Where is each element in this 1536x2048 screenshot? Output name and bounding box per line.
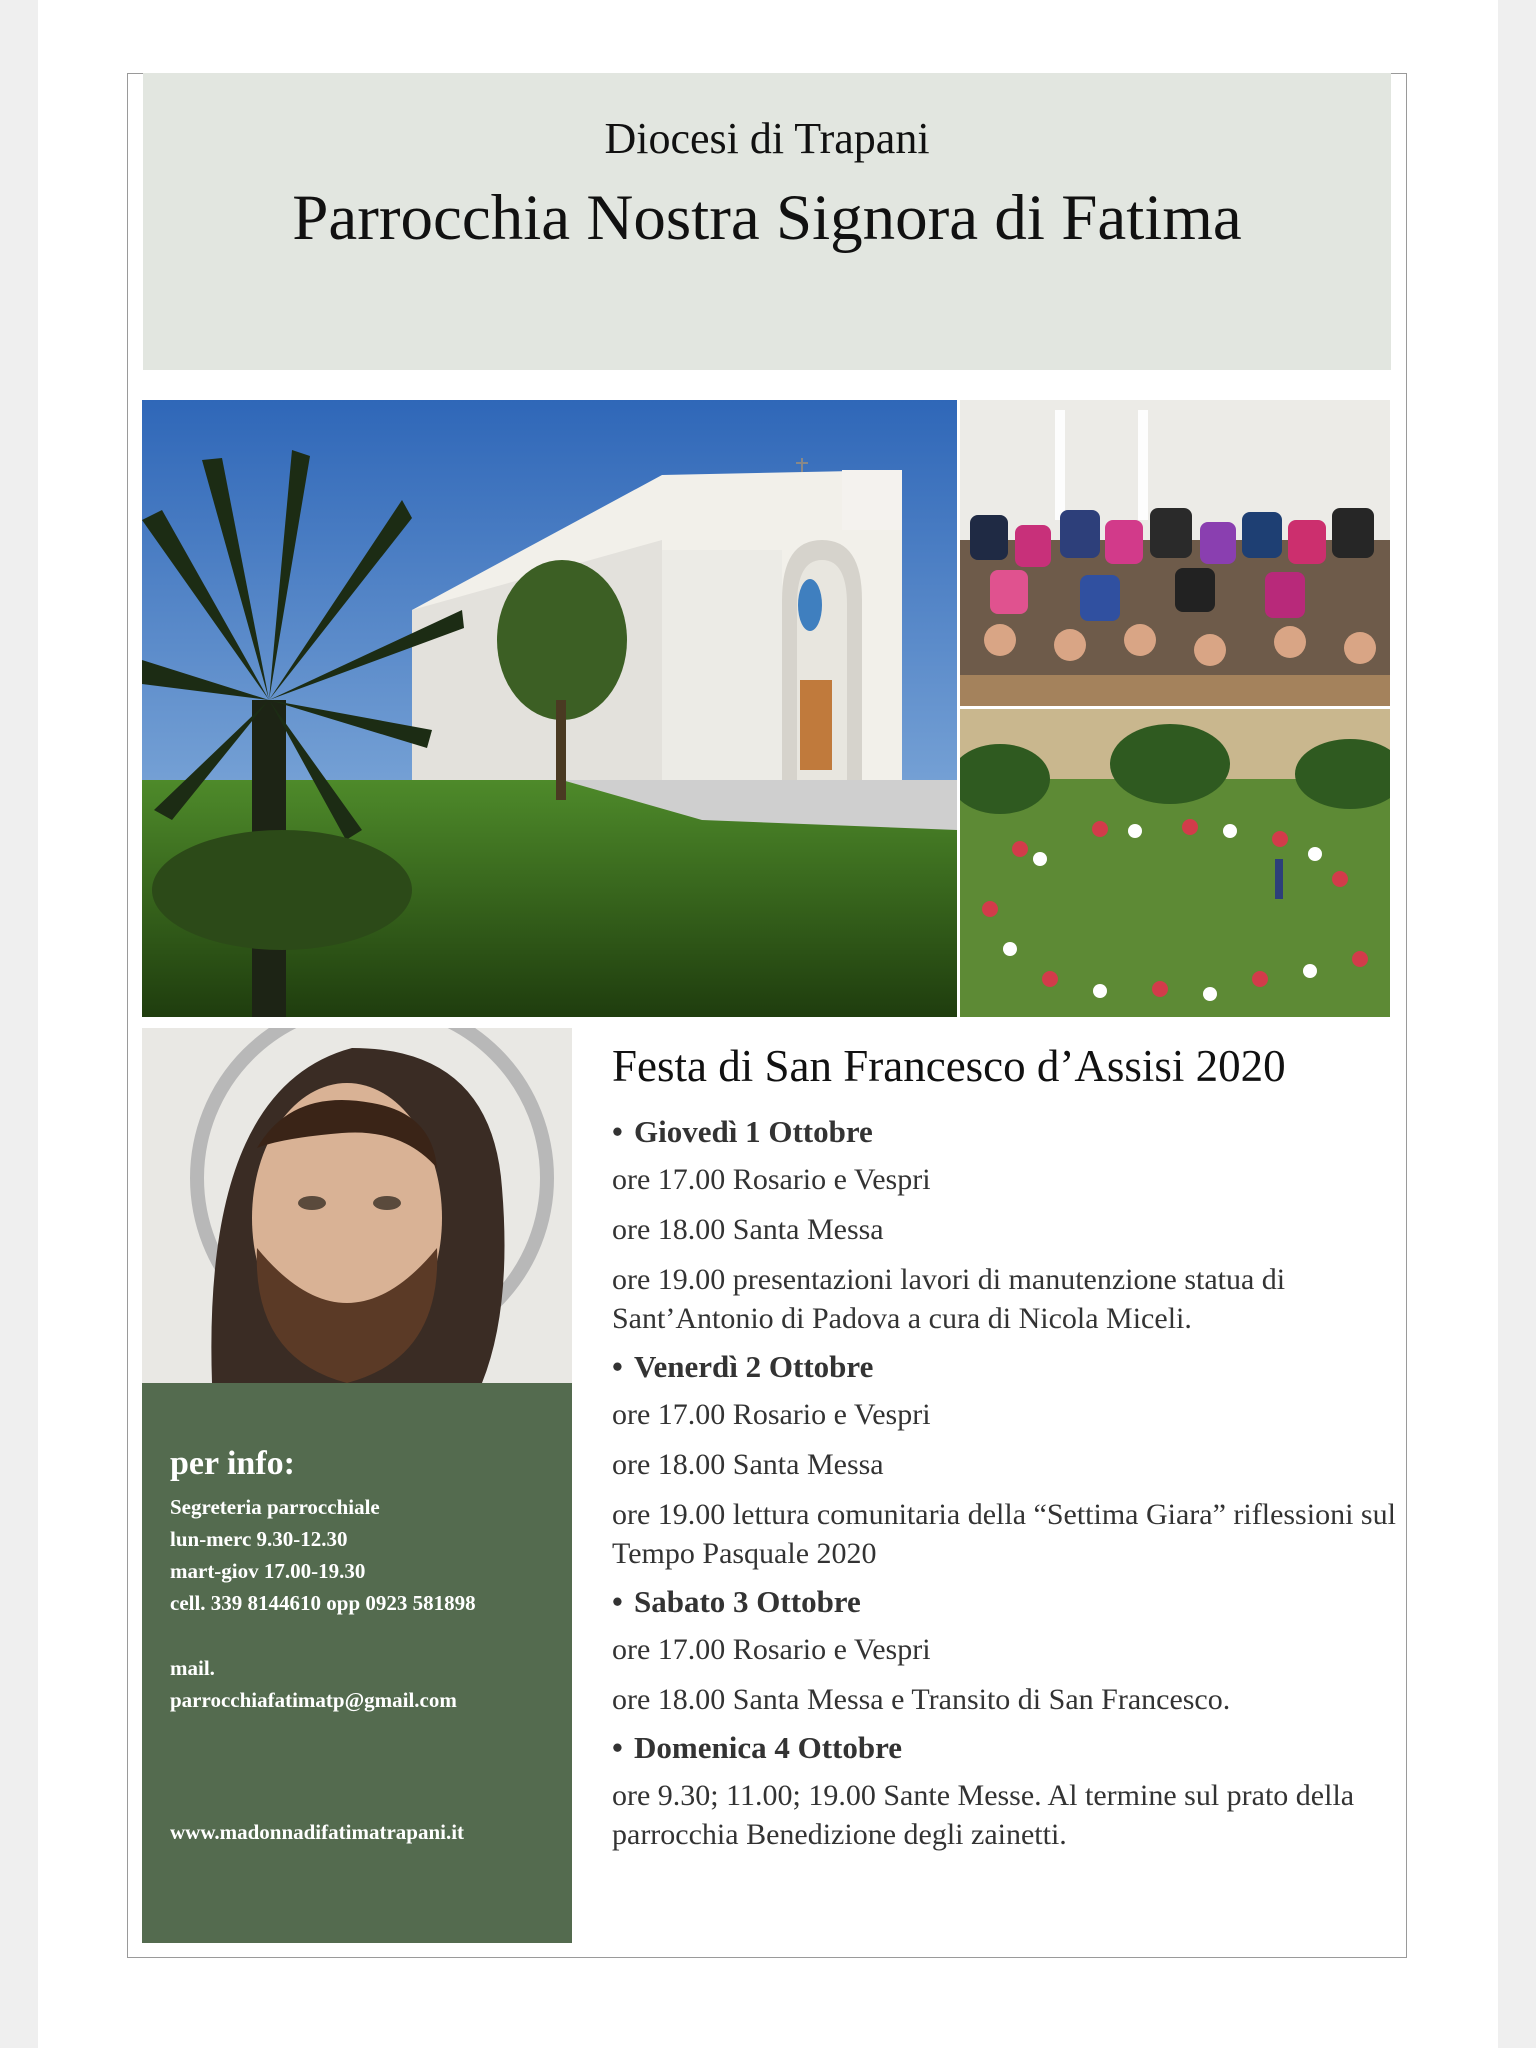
- bullet: •: [612, 1349, 623, 1384]
- event-item: ore 17.00 Rosario e Vespri: [612, 1633, 931, 1666]
- day-label: Giovedì 1 Ottobre: [634, 1114, 873, 1149]
- event-item: ore 17.00 Rosario e Vespri: [612, 1163, 931, 1196]
- day-heading: [612, 1584, 1402, 1620]
- day-label: Domenica 4 Ottobre: [634, 1730, 903, 1765]
- info-website[interactable]: www.madonnadifatimatrapani.it: [170, 1820, 465, 1844]
- event-item: ore 19.00 presentazioni lavori di manutenzione statua di Sant’Antonio di Padova a cura di Nicola Miceli.: [612, 1263, 1286, 1335]
- church-photo: [142, 400, 957, 1017]
- program-title: Festa di San Francesco d’Assisi 2020: [612, 1041, 1286, 1091]
- bullet: •: [612, 1584, 623, 1619]
- info-mail-label: mail.: [170, 1656, 215, 1680]
- event-item: ore 18.00 Santa Messa e Transito di San Francesco.: [612, 1683, 1231, 1716]
- info-office: Segreteria parrocchiale: [170, 1495, 380, 1519]
- bullet: •: [612, 1730, 623, 1765]
- day-heading: [612, 1349, 1402, 1385]
- info-email[interactable]: parrocchiafatimatp@gmail.com: [170, 1688, 457, 1712]
- info-hours-2: mart-giov 17.00-19.30: [170, 1559, 366, 1583]
- flyer-header: [143, 73, 1391, 370]
- event-item: ore 19.00 lettura comunitaria della “Settima Giara” riflessioni sul Tempo Pasquale 2020: [612, 1498, 1396, 1570]
- parish-title: Parrocchia Nostra Signora di Fatima: [292, 182, 1242, 254]
- day-heading: [612, 1730, 1402, 1766]
- san-francesco-statue-photo: [142, 1028, 572, 1383]
- event-item: ore 18.00 Santa Messa: [612, 1213, 884, 1246]
- diocese-title: Diocesi di Trapani: [604, 114, 930, 163]
- info-box: [142, 1383, 572, 1943]
- info-phone: cell. 339 8144610 opp 0923 581898: [170, 1591, 476, 1615]
- info-hours-1: lun-merc 9.30-12.30: [170, 1527, 348, 1551]
- children-garden-photo: [960, 709, 1390, 1017]
- event-program: [612, 1040, 1402, 1865]
- event-item: ore 17.00 Rosario e Vespri: [612, 1398, 931, 1431]
- info-title: per info:: [170, 1445, 295, 1482]
- bullet: •: [612, 1114, 623, 1149]
- event-item: ore 18.00 Santa Messa: [612, 1448, 884, 1481]
- day-label: Sabato 3 Ottobre: [634, 1584, 861, 1619]
- children-backpacks-photo: [960, 400, 1390, 706]
- day-label: Venerdì 2 Ottobre: [634, 1349, 874, 1384]
- day-heading: [612, 1114, 1402, 1150]
- event-item: ore 9.30; 11.00; 19.00 Sante Messe. Al termine sul prato della parrocchia Benedizione degli zainetti.: [612, 1779, 1355, 1851]
